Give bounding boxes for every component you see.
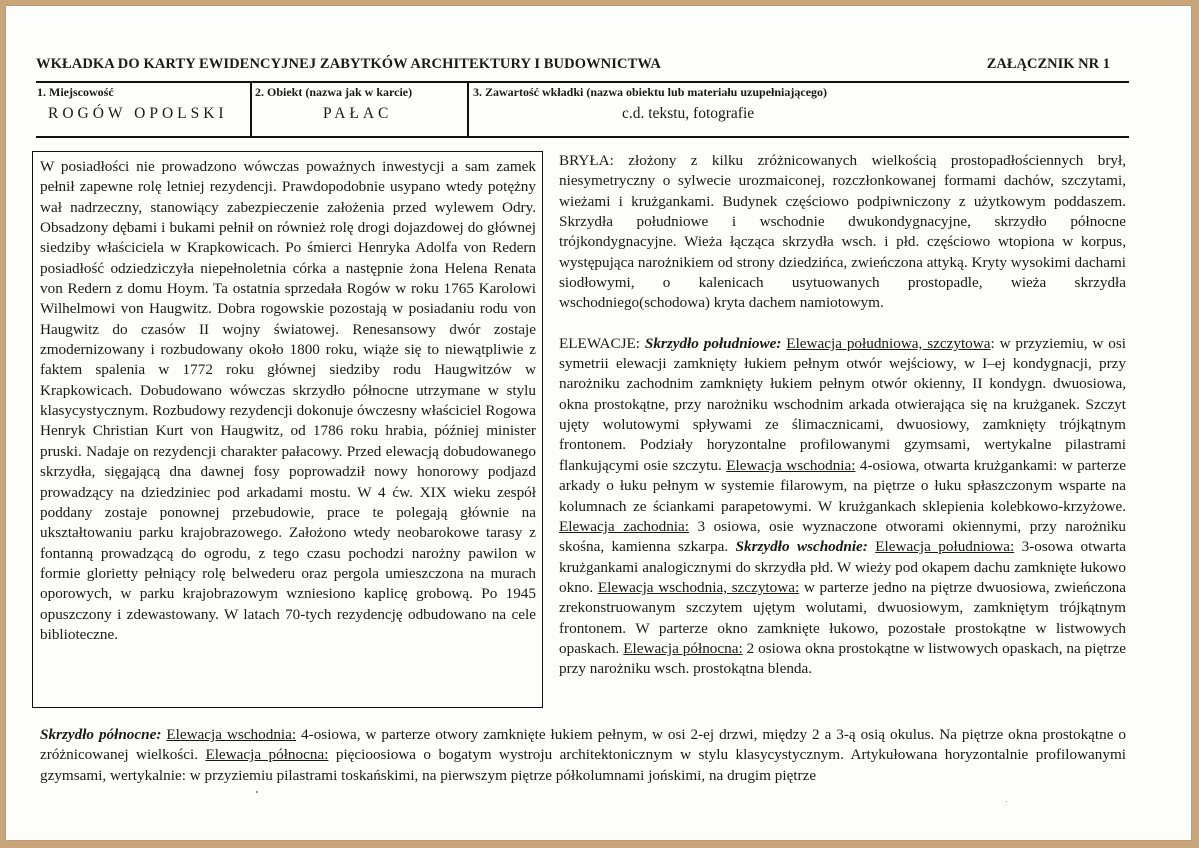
elevation-label: Elewacja północna: xyxy=(623,639,743,657)
field-value-contents: c.d. tekstu, fotografie xyxy=(622,105,755,122)
history-paragraph: W posiadłości nie prowadzono wówczas poważnych inwestycji a sam zamek pełnił zapewne rolę letniej rezydencji. Prawdopodobnie usypano wtedy potężny wał nadrzeczny, stanowiący zabezpieczenie założenia przed wylewem Odry. Obsadzony dębami i bukami pełnił on również rolę drogi dojazdowej do głównej siedziby właściciela w Krapkowicach. Po śmierci Henryka Adolfa von Redern posiadłość odziedziczyła niepełnoletnia córka a następnie żona Helena Renata von Redern z domu Hoym. Ta ostatnia sprzedała Rogów w roku 1765 Karolowi Wilhelmowi von Haugwitz. Dobra rogowskie pozostają w posiadaniu rodu von Haugwitz do czasów II wojny światowej. Renesansowy dwór zostaje zmodernizowany i rozbudowany około 1800 roku, wiąże się to niewątpliwie z faktem spalenia w 1772 roku głównej siedziby rodu Haugwitzów w Krapkowicach. Dobudowano wówczas skrzydło północne utrzymane w stylu klasycystycznym. Rozbudowy rezydencji dokonuje ówczesny właściciel Rogowa Henryk Christian Kurt von Haugwitz, od 1786 roku hrabia, później minister pruski. Nadaje on rezydencji charakter pałacowy. Przed elewacją dobudowanego skrzydła, sięgającą dna dawnej fosy poprowadził nowy honorowy podjazd prowadzący na dziedziniec pod arkadami mostu. W 4 ćw. XIX wieku zespół poddany zostaje ponownej przebudowie, prace te polegają głównie na ukształtowaniu parku krajobrazowego. Założono wtedy neobarokowe tarasy z fontanną prowadzącą do ogrodu, z tego czasu pochodzi narożny pawilon w formie glorietty pełniący rolę belwederu oraz pergola umieszczona na murach oporowych, w parku krajobrazowym wzniesiono kaplicę grobową. Po 1945 opuszczony i zdewastowany. W latach 70-tych rezydencję odbudowano na cele biblioteczne. xyxy=(40,158,536,643)
elevation-text: 2 osiowa okna prostokątne w listwowych opaskach, na piętrze przy narożniku wsch. prostokątna blenda. xyxy=(559,639,1126,678)
elevation-text: 3-osowa otwarta krużgankami analogicznymi do skrzydła płd. W wieży pod okapem dachu zamknięte łukowo okno. xyxy=(559,538,1127,596)
elevation-text: w parterze jedno na piętrze dwuosiowa, zwieńczona zrekonstruowanym szczytem ujętym wolutami, dwuosiowym, zamkniętym trójkątnym frontonem. W parterze okno zamknięte łukowo, pozostałe prostokątne w listwowych opaskach. xyxy=(559,578,1127,657)
description-column xyxy=(559,151,1126,680)
elevation-text: : w przyziemiu, w osi symetrii elewacji zamknięty łukiem pełnym otwór wejściowy, w I–ej kondygnacji, przy narożniku zachodnim zamknięty łukiem pełnym otwór okienny, II kondygn. dwuosiowa, okna prostokątne, przy narożniku wschodnim arkada otwierająca się na krużganek. Szczyt ujęty wolutowymi spływami ze ślimacznicami, dwuosiowy, zamknięty trójkątnym frontonem. Podziały horyzontalne profilowanymi gzymsami, wertykalne pilastrami flankującymi osie szczytu. xyxy=(559,334,1126,474)
field-label-locality: 1. Miejscowość xyxy=(37,85,114,99)
wing-heading-east: Skrzydło wschodnie: xyxy=(735,538,868,556)
field-value-object: PAŁAC xyxy=(323,105,393,122)
field-divider xyxy=(467,83,469,136)
paper-speck xyxy=(256,791,258,793)
elewacje-lead: ELEWACJE: xyxy=(559,334,645,352)
wing-heading-north: Skrzydło północne: xyxy=(40,726,162,743)
elevation-text: pięcioosiowa o bogatym wystroju architektonicznym w stylu klasycystycznym. Artykułowana horyzontalnie profilowanymi gzymsami, wertykalnie: w przyziemiu pilastrami toskańskimi, na pierwszym piętrze półkolumnami jońskimi, na drugim piętrze xyxy=(40,746,1126,784)
bryla-paragraph: BRYŁA: złożony z kilku zróżnicowanych wielkością prostopadłościennych brył, niesymetryczny o sylwecie urozmaiconej, rozczłonkowanej formami dachów, szczytami, wieżami i krużgankami. Budynek częściowo podpiwniczony z użytkowym poddaszem. Skrzydła południowe i wschodnie dwukondygnacyjne, skrzydło północne trójkondygnacyjne. Wieża łącząca skrzydła wsch. i płd. częściowo wtopiona w korpus, występująca narożnikiem od strony dziedzińca, zwieńczona attyką. Kryty wysokimi dachami siodłowymi, o kalenicach usytuowanych prostopadle, wieża skrzydła wschodniego(schodowa) kryta dachem namiotowym. xyxy=(559,152,1126,312)
elevation-label: Elewacja wschodnia: xyxy=(166,726,297,743)
field-label-object: 2. Obiekt (nazwa jak w karcie) xyxy=(255,85,413,99)
record-card-insert xyxy=(6,6,1191,840)
elevation-label: Elewacja zachodnia: xyxy=(559,517,689,535)
header-rule-top xyxy=(36,81,1129,83)
elevation-text: 4-osiowa, otwarta krużgankami: w parterze arkady o łuku pełnym w systemie filarowym, na piętrze o łuku spłaszczonym wsparte na kolumnach ze ściankami parapetowymi. W krużgankach sklepienia kolebkowo-krzyżowe. xyxy=(559,456,1126,515)
paper-speck xyxy=(1006,801,1007,802)
elevation-text: 3 osiowa, osie wyznaczone otworami okiennymi, przy narożniku skośna, kamienna szkarpa. xyxy=(559,517,1126,556)
document-title: WKŁADKA DO KARTY EWIDENCYJNEJ ZABYTKÓW ARCHITEKTURY I BUDOWNICTWA xyxy=(36,56,661,72)
north-wing-paragraph xyxy=(40,725,1126,786)
wing-heading-south: Skrzydło południowe: xyxy=(644,334,782,352)
elevation-label: Elewacja wschodnia, szczytowa: xyxy=(597,578,800,596)
field-value-locality: ROGÓW OPOLSKI xyxy=(48,105,228,122)
field-label-contents: 3. Zawartość wkładki (nazwa obiektu lub materiału uzupełniającego) xyxy=(473,85,828,99)
elevation-text: 4-osiowa, w parterze otwory zamknięte łukiem pełnym, w osi 2-ej drzwi, między 2 a 3-ą osią okulus. Na piętrze okna prostokątne o zróżnicowanej wielkości. xyxy=(40,726,1126,764)
annex-number: ZAŁĄCZNIK NR 1 xyxy=(986,56,1110,72)
header-rule-bottom xyxy=(36,136,1129,138)
elevation-label: Elewacja południowa, szczytowa xyxy=(786,334,991,352)
elevation-label: Elewacja wschodnia: xyxy=(726,456,856,474)
elevation-label: Elewacja północna: xyxy=(205,746,329,764)
elevation-label: Elewacja południowa: xyxy=(875,538,1015,556)
elewacje-paragraph xyxy=(559,334,1126,680)
field-divider xyxy=(250,83,252,136)
